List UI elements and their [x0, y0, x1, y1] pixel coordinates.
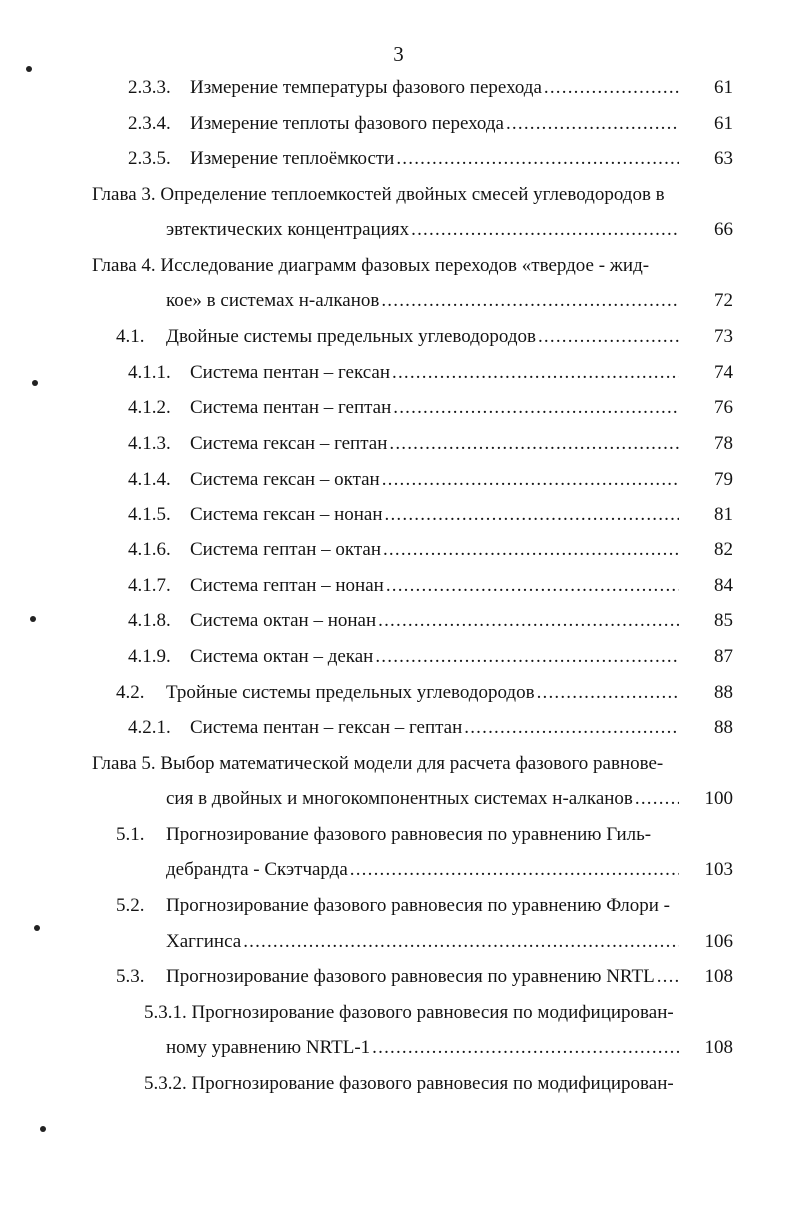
toc-number: 4.1.8.	[128, 610, 171, 631]
chapter-3-heading[interactable]: Глава 3. Определение теплоемкостей двойных смесей углеводородов в	[92, 184, 665, 205]
toc-page: 84	[714, 575, 733, 596]
toc-number: 4.1.1.	[128, 362, 171, 383]
dot-leader	[383, 538, 679, 562]
toc-entry-5-2-first-line[interactable]	[116, 894, 733, 918]
toc-entry-4-1-5[interactable]	[128, 503, 733, 527]
toc-title: Измерение теплоты фазового перехода	[190, 113, 504, 134]
toc-page: 74	[714, 362, 733, 383]
toc-entry-5-1-first-line[interactable]	[116, 823, 733, 847]
dot-leader	[381, 289, 679, 313]
toc-entry-4-1-4[interactable]	[128, 468, 733, 492]
dot-leader	[544, 76, 679, 100]
scan-speck	[30, 616, 36, 622]
dot-leader	[386, 574, 679, 598]
scan-speck	[34, 925, 40, 931]
toc-title: Система гексан – нонан	[190, 504, 383, 525]
toc-number: 5.1.	[116, 824, 145, 845]
toc-title: дебрандта - Скэтчарда	[166, 859, 348, 880]
dot-leader	[350, 858, 679, 882]
dot-leader	[537, 681, 679, 705]
toc-page: 66	[714, 219, 733, 240]
toc-entry-4-2-1[interactable]	[128, 716, 733, 740]
scan-speck	[26, 66, 32, 72]
toc-title: Система гексан – октан	[190, 469, 380, 490]
dot-leader	[375, 645, 679, 669]
chapter-5-heading[interactable]: Глава 5. Выбор математической модели для расчета фазового равнове-	[92, 753, 664, 774]
toc-page: 78	[714, 433, 733, 454]
toc-number: 4.1.7.	[128, 575, 171, 596]
scan-speck	[32, 380, 38, 386]
toc-page: 81	[714, 504, 733, 525]
toc-page: 100	[704, 788, 733, 809]
toc-number: 4.2.	[116, 682, 145, 703]
toc-page: 61	[714, 113, 733, 134]
toc-title-line1: Прогнозирование фазового равновесия по уравнению Флори -	[166, 895, 671, 916]
scan-speck	[40, 1126, 46, 1132]
toc-number: 5.2.	[116, 895, 145, 916]
dot-leader	[396, 147, 679, 171]
dot-leader	[538, 325, 679, 349]
dot-leader	[411, 218, 679, 242]
toc-number: 2.3.4.	[128, 113, 171, 134]
toc-title: Система октан – декан	[190, 646, 374, 667]
toc-page: 61	[714, 77, 733, 98]
toc-title: сия в двойных и многокомпонентных системах н-алканов	[166, 788, 633, 809]
toc-page: 82	[714, 539, 733, 560]
toc-entry-4-1-1[interactable]	[128, 361, 733, 385]
toc-page: 108	[704, 1037, 733, 1058]
dot-leader	[657, 965, 679, 989]
toc-entry-2-3-5[interactable]	[128, 147, 733, 171]
toc-page: 63	[714, 148, 733, 169]
toc-number: 4.1.6.	[128, 539, 171, 560]
toc-number: 2.3.3.	[128, 77, 171, 98]
dot-leader	[392, 361, 679, 385]
toc-number: 5.3.	[116, 966, 145, 987]
toc-entry-2-3-4[interactable]	[128, 112, 733, 136]
dot-leader	[635, 787, 679, 811]
toc-entry-4-1-8[interactable]	[128, 609, 733, 633]
dot-leader	[389, 432, 679, 456]
toc-entry-chapter-4[interactable]	[166, 289, 733, 313]
toc-entry-5-3-2-first-line[interactable]: 5.3.2. Прогнозирование фазового равновесия по модифицирован-	[144, 1073, 674, 1094]
dot-leader	[378, 609, 679, 633]
toc-entry-5-3[interactable]	[116, 965, 733, 989]
toc-number: 4.1.	[116, 326, 145, 347]
toc-number: 4.1.9.	[128, 646, 171, 667]
toc-title: Система пентан – гексан – гептан	[190, 717, 463, 738]
dot-leader	[464, 716, 679, 740]
toc-number: 4.1.4.	[128, 469, 171, 490]
toc-page: 72	[714, 290, 733, 311]
toc-page: 79	[714, 469, 733, 490]
toc-entry-5-2[interactable]	[166, 930, 733, 954]
toc-title: Система гексан – гептан	[190, 433, 388, 454]
toc-number: 4.2.1.	[128, 717, 171, 738]
toc-title: Хаггинса	[166, 931, 242, 952]
dot-leader	[372, 1036, 679, 1060]
toc-title: Прогнозирование фазового равновесия по уравнению NRTL	[166, 966, 655, 987]
toc-page: 103	[704, 859, 733, 880]
toc-title: ному уравнению NRTL-1	[166, 1037, 371, 1058]
toc-number: 4.1.2.	[128, 397, 171, 418]
toc-title-line1: Прогнозирование фазового равновесия по уравнению Гиль-	[166, 824, 652, 845]
toc-title: Система пентан – гептан	[190, 397, 392, 418]
toc-page: 88	[714, 717, 733, 738]
toc-title: Тройные системы предельных углеводородов	[166, 682, 535, 703]
toc-entry-2-3-3[interactable]	[128, 76, 733, 100]
dot-leader	[382, 468, 679, 492]
toc-entry-chapter-3[interactable]	[166, 218, 733, 242]
toc-entry-5-3-1-first-line[interactable]: 5.3.1. Прогнозирование фазового равновесия по модифицирован-	[144, 1002, 674, 1023]
toc-number: 4.1.3.	[128, 433, 171, 454]
page-number: 3	[393, 42, 404, 66]
dot-leader	[393, 396, 679, 420]
chapter-4-heading[interactable]: Глава 4. Исследование диаграмм фазовых переходов «твердое - жид-	[92, 255, 650, 276]
toc-page: 88	[714, 682, 733, 703]
dot-leader	[243, 930, 679, 954]
toc-entry-4-1[interactable]	[116, 325, 733, 349]
toc-page: 76	[714, 397, 733, 418]
toc-entry-5-1[interactable]	[166, 858, 733, 882]
toc-page: 73	[714, 326, 733, 347]
toc-entry-4-1-7[interactable]	[128, 574, 733, 598]
toc-title: Система гептан – октан	[190, 539, 381, 560]
toc-page: 85	[714, 610, 733, 631]
toc-page: 108	[704, 966, 733, 987]
toc-entry-4-2[interactable]	[116, 681, 733, 705]
toc-title: Система пентан – гексан	[190, 362, 390, 383]
toc-title: эвтектических концентрациях	[166, 219, 410, 240]
toc-entry-chapter-5[interactable]	[166, 787, 733, 811]
toc-entry-4-1-3[interactable]	[128, 432, 733, 456]
dot-leader	[385, 503, 679, 527]
toc-title: Измерение температуры фазового перехода	[190, 77, 542, 98]
toc-title: Система октан – нонан	[190, 610, 377, 631]
toc-title: кое» в системах н-алканов	[166, 290, 380, 311]
toc-number: 2.3.5.	[128, 148, 171, 169]
toc-entry-4-1-2[interactable]	[128, 396, 733, 420]
dot-leader	[506, 112, 679, 136]
toc-entry-4-1-9[interactable]	[128, 645, 733, 669]
toc-title: Измерение теплоёмкости	[190, 148, 395, 169]
toc-title: Система гептан – нонан	[190, 575, 384, 596]
toc-page: 106	[704, 931, 733, 952]
toc-number: 4.1.5.	[128, 504, 171, 525]
toc-entry-5-3-1[interactable]	[166, 1036, 733, 1060]
toc-entry-4-1-6[interactable]	[128, 538, 733, 562]
toc-page: 87	[714, 646, 733, 667]
toc-title: Двойные системы предельных углеводородов	[166, 326, 536, 347]
